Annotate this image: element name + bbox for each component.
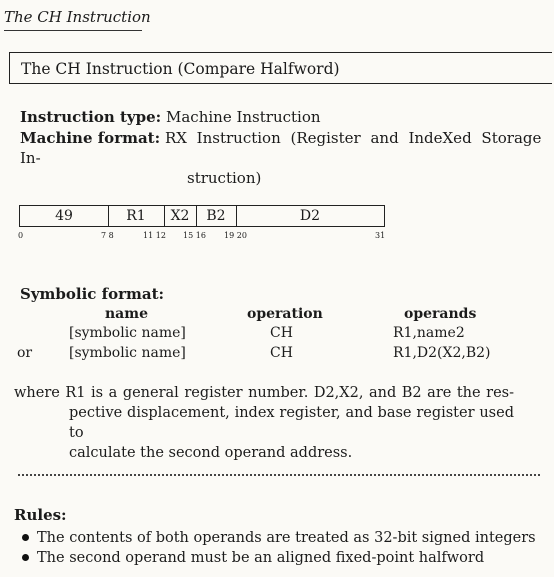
where-line: where R1 is a general register number. D2,X2, and B2 are the res- xyxy=(14,385,514,401)
bit-label: 7 8 xyxy=(101,231,114,240)
rx-format-diagram xyxy=(19,205,385,227)
where-line: calculate the second operand address. xyxy=(69,445,353,461)
bit-label: 0 xyxy=(18,231,24,240)
bit-label: 31 xyxy=(375,231,386,240)
row2-name: [symbolic name] xyxy=(69,345,186,361)
rx-field-d2: D2 xyxy=(299,208,321,224)
col-header-operation: operation xyxy=(247,306,323,322)
running-head: The CH Instruction xyxy=(4,8,151,26)
row1-name: [symbolic name] xyxy=(69,325,186,341)
row1-operation: CH xyxy=(270,325,293,341)
machine-format-value: RX Instruction (Register and IndeXed Storage In- xyxy=(20,129,542,167)
rx-field-b2: B2 xyxy=(196,206,237,226)
row2-operands: R1,D2(X2,B2) xyxy=(393,345,491,361)
rx-field-opcode: 49 xyxy=(20,206,109,226)
where-line: pective displacement, index register, and base register used to xyxy=(69,405,514,441)
instruction-type-value: Machine Instruction xyxy=(166,108,321,126)
where-paragraph xyxy=(14,383,514,463)
rx-field-x2: X2 xyxy=(164,206,197,226)
bullet-icon xyxy=(22,554,29,561)
symbolic-format-label: Symbolic format: xyxy=(20,285,165,303)
bit-label: 19 20 xyxy=(224,231,247,240)
row2-operation: CH xyxy=(270,345,293,361)
instruction-type-label: Instruction type: xyxy=(20,108,162,126)
instruction-type xyxy=(20,108,321,126)
rule-text: The second operand must be an aligned fixed-point halfword xyxy=(37,550,485,566)
section-title: The CH Instruction (Compare Halfword) xyxy=(21,60,340,78)
col-header-name: name xyxy=(105,306,148,322)
bit-label: 11 12 xyxy=(143,231,166,240)
rules-heading: Rules: xyxy=(14,506,67,524)
row2-prefix: or xyxy=(17,345,33,361)
rule-item xyxy=(20,528,536,548)
col-header-operands: operands xyxy=(404,306,477,322)
bullet-icon xyxy=(22,534,29,541)
section-title-box xyxy=(9,52,552,84)
rule-text: The contents of both operands are treated as 32-bit signed integers xyxy=(37,530,536,546)
machine-format-value-cont: struction) xyxy=(187,169,262,187)
machine-format xyxy=(20,128,550,188)
rules-list xyxy=(20,528,536,568)
row1-operands: R1,name2 xyxy=(393,325,465,341)
bit-label: 15 16 xyxy=(183,231,206,240)
header-rule xyxy=(4,30,142,31)
rule-item xyxy=(20,548,536,568)
rx-field-r1: R1 xyxy=(108,206,165,226)
dotted-divider xyxy=(18,470,540,476)
machine-format-label: Machine format: xyxy=(20,129,161,147)
